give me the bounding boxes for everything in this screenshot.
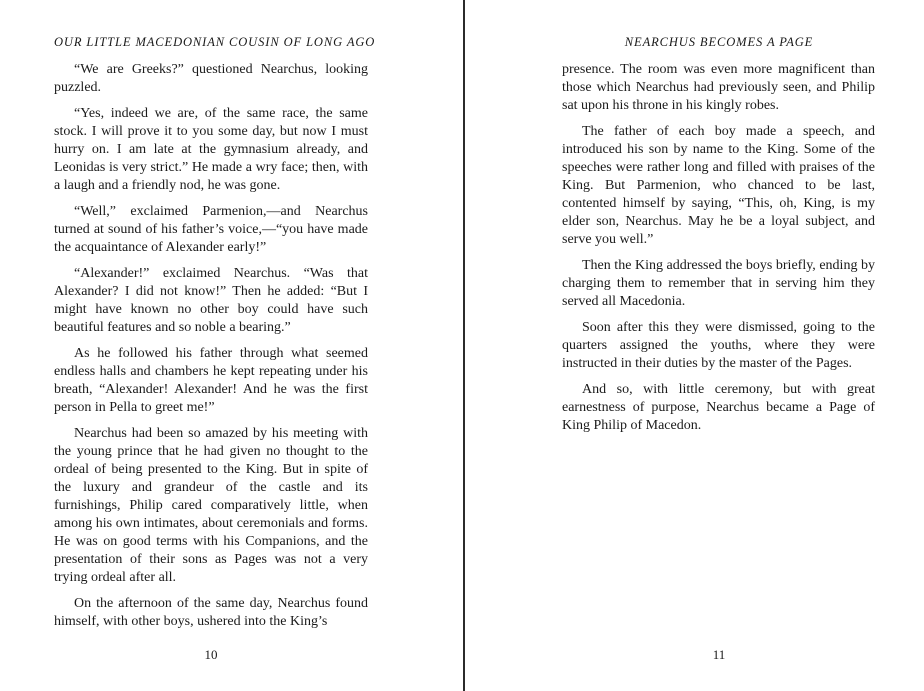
paragraph: And so, with little ceremony, but with great earnestness of purpose, Nearchus became a Page of King Philip of Macedon. [562,382,875,433]
paragraph: “Yes, indeed we are, of the same race, the same stock. I will prove it to you some day, but now I must hurry on. I am late at the gymnasium already, and Leonidas is very strict.” He made a wry face; then, with a laugh and a friendly nod, he was gone. [54,106,368,193]
right-running-head: NEARCHUS BECOMES A PAGE [624,35,814,49]
paragraph: Then the King addressed the boys briefly, ending by charging them to remember that in serving him they served all Macedonia. [562,258,875,309]
paragraph: “Alexander!” exclaimed Nearchus. “Was that Alexander? I did not know!” Then he added: “But I might have known no other boy could have such beautiful features and so noble a bearing.” [54,266,368,335]
right-page-number: 11 [712,647,726,662]
paragraph: The father of each boy made a speech, and introduced his son by name to the King. Some of the speeches were rather long and filled with praises of the King. But Parmenion, who chanced to be last, contented himself by saying, “This, oh, King, is my elder son, Nearchus. May he be a loyal subject, and serve you well.” [562,124,875,247]
page-gutter-divider [463,0,465,691]
paragraph: “Well,” exclaimed Parmenion,—and Nearchus turned at sound of his father’s voice,—“you have made the acquaintance of Alexander early!” [54,204,368,255]
paragraph: As he followed his father through what seemed endless halls and chambers he kept repeating under his breath, “Alexander! Alexander! And he was the first person in Pella to greet me!” [54,346,368,415]
paragraph: On the afternoon of the same day, Nearchus found himself, with other boys, ushered into the King’s [54,596,368,629]
paragraph: “We are Greeks?” questioned Nearchus, looking puzzled. [54,62,368,95]
right-page-text [562,61,875,435]
left-running-head: OUR LITTLE MACEDONIAN COUSIN OF LONG AGO [54,35,376,49]
left-page-text [54,61,368,631]
paragraph: Soon after this they were dismissed, going to the quarters assigned the youths, where they were instructed in their duties by the master of the Pages. [562,320,875,371]
paragraph: Nearchus had been so amazed by his meeting with the young prince that he had given no thought to the ordeal of being presented to the King. But in spite of the luxury and grandeur of the castle and its furnishings, Philip cared comparatively little, when among his own intimates, about ceremonials and forms. He was on good terms with his Companions, and the presentation of their sons as Pages was not a very trying ordeal after all. [54,426,368,585]
paragraph-continued: presence. The room was even more magnificent than those which Nearchus had previously seen, and Philip sat upon his throne in his kingly robes. [562,62,875,113]
left-page-number: 10 [204,647,218,662]
right-page [466,0,924,691]
